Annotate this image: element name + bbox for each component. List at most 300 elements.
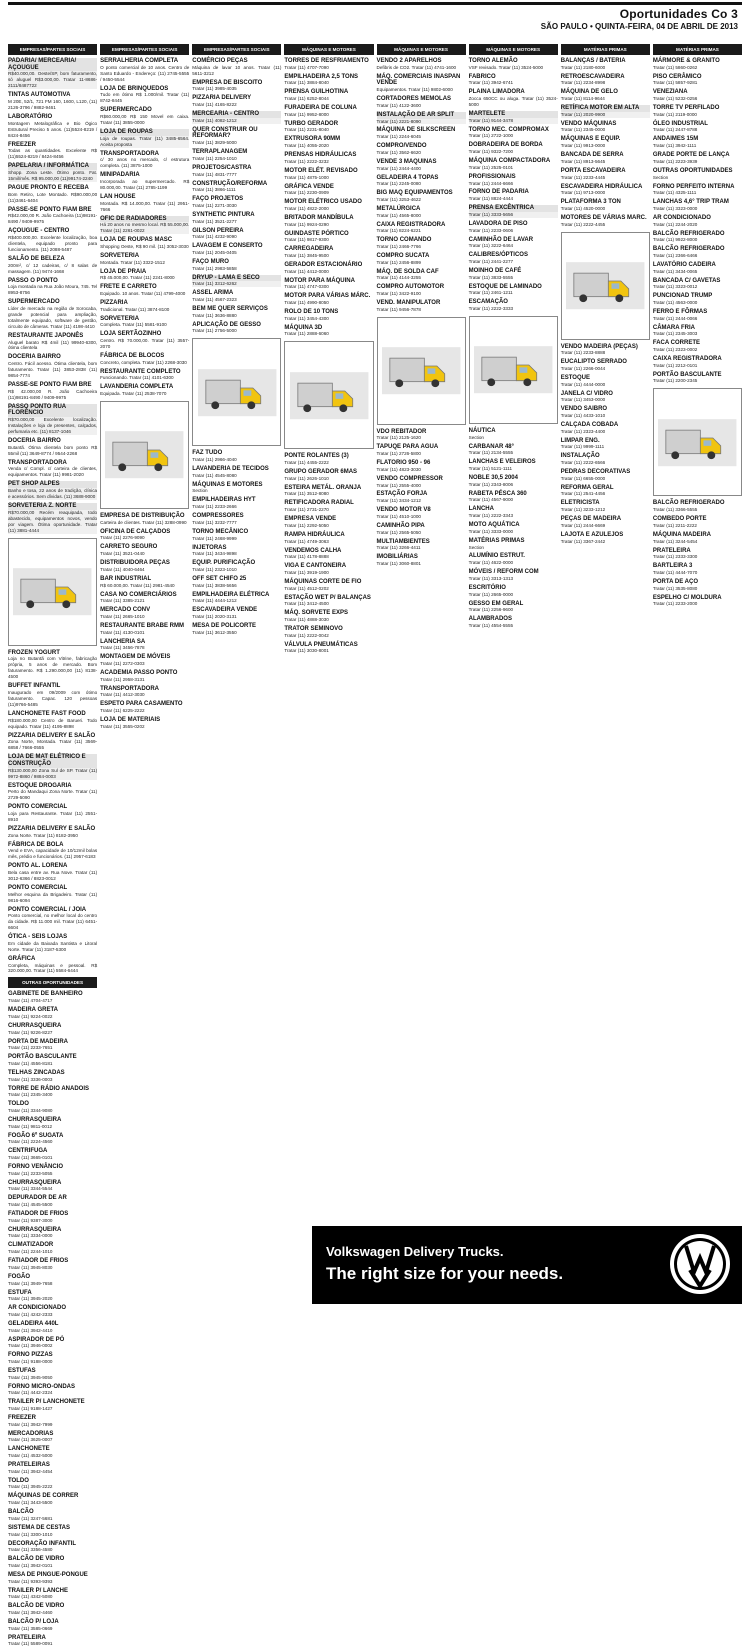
classified-ad[interactable] [561,485,650,498]
classified-ad[interactable] [192,306,281,319]
classified-ad[interactable] [8,460,97,479]
classified-ad[interactable] [8,1242,97,1255]
classified-ad[interactable] [8,58,97,89]
classified-ad[interactable] [284,325,373,338]
classified-ad[interactable] [8,1462,97,1475]
classified-ad[interactable] [100,353,189,366]
ad-body: Tratar (11) 3942-4460 [8,1609,53,1615]
classified-ad[interactable] [100,369,189,382]
classified-ad[interactable] [469,205,558,218]
classified-ad[interactable] [284,532,373,545]
ad-body: Tratar (11) 2343-8006 [468,481,514,487]
classified-ad[interactable] [561,438,650,451]
classified-ad[interactable] [377,491,466,504]
classified-ad[interactable] [561,344,650,357]
classified-ad[interactable] [561,469,650,482]
classified-ad[interactable] [192,513,281,526]
ad-title: CALÇADA COBADA [560,422,619,428]
classified-ad[interactable] [561,152,650,165]
classified-ad[interactable] [561,391,650,404]
classified-ad[interactable] [192,259,281,272]
classified-ad[interactable] [561,199,650,212]
ad-title: DEPURADOR DE AR [8,1195,67,1202]
classified-ad[interactable] [561,136,650,149]
classified-ad[interactable] [653,278,742,291]
classified-ad[interactable] [100,107,189,126]
classified-ad[interactable] [8,1195,97,1208]
classified-ad[interactable] [8,733,97,752]
classified-ad[interactable] [8,1337,97,1350]
classified-ad[interactable] [8,1525,97,1538]
classified-ad[interactable] [8,228,97,253]
classified-ad[interactable] [469,553,558,566]
classified-ad[interactable] [8,1556,97,1569]
classified-ad[interactable] [8,842,97,861]
classified-ad[interactable] [8,438,97,457]
classified-ad[interactable] [8,1509,97,1522]
classified-ad[interactable] [284,579,373,592]
classified-ad[interactable] [8,885,97,904]
classified-ad[interactable] [469,189,558,202]
classified-ad[interactable] [284,262,373,275]
classified-ad[interactable] [653,563,742,576]
classified-ad[interactable] [284,516,373,529]
classified-ad[interactable] [100,216,189,235]
classified-ad[interactable] [469,475,558,488]
classified-ad[interactable] [284,121,373,134]
classified-ad[interactable] [469,284,558,297]
classified-ad[interactable] [8,907,97,932]
ad-title: TRAILER P/ LANCHE [8,1587,68,1594]
classified-ad[interactable] [561,532,650,545]
classified-ad[interactable] [377,222,466,235]
classified-ad[interactable] [8,1493,97,1506]
classified-ad[interactable] [8,299,97,330]
classified-ad[interactable] [284,548,373,561]
classified-ad[interactable] [284,278,373,291]
classified-ad[interactable] [8,1258,97,1271]
ad-title: TORNO MEC. COMPROMAX [468,126,549,133]
ad-title: EXTRUSORA 90MM [284,136,341,143]
classified-ad[interactable] [8,256,97,275]
classified-ad[interactable] [100,129,189,148]
classified-ad[interactable] [100,654,189,667]
classified-ad[interactable] [653,199,742,212]
classified-ad[interactable] [653,356,742,369]
classified-ad[interactable] [284,642,373,655]
classified-ad[interactable] [653,516,742,529]
classified-ad[interactable] [192,560,281,573]
classified-ad[interactable] [284,500,373,513]
classified-ad[interactable] [8,1415,97,1428]
classified-ad[interactable] [653,105,742,118]
classified-ad[interactable] [100,384,189,397]
ad-body: Tratar (11) 3521-0440 [100,551,145,557]
classified-ad[interactable] [469,74,558,87]
classified-ad[interactable] [284,152,373,165]
classified-ad[interactable] [377,190,466,203]
classified-ad[interactable] [8,1603,97,1616]
ad-body: Há 20 anos no mesmo local. R$ 55.000,00. Tratar (11) 2261-0022 [100,222,190,234]
classified-ad[interactable] [100,58,189,83]
classified-ad[interactable] [100,237,189,250]
classified-ad[interactable] [100,194,189,213]
classified-ad[interactable] [561,89,650,102]
classified-ad[interactable] [192,228,281,241]
classified-ad[interactable] [377,284,466,297]
classified-ad[interactable] [100,269,189,282]
classified-ad[interactable] [469,111,558,124]
classified-ad[interactable] [561,74,650,87]
classified-ad[interactable] [377,554,466,567]
classified-ad[interactable] [284,293,373,306]
classified-ad[interactable] [469,89,558,108]
classified-ad[interactable] [8,1572,97,1585]
classified-ad[interactable] [561,375,650,388]
classified-ad[interactable] [284,595,373,608]
classified-ad[interactable] [8,1007,97,1020]
classified-ad[interactable] [561,105,650,118]
classified-ad[interactable] [469,221,558,234]
classified-ad[interactable] [100,686,189,699]
classified-ad[interactable] [192,322,281,335]
classified-ad[interactable] [8,1384,97,1397]
classified-ad[interactable] [653,293,742,306]
classified-ad[interactable] [8,1054,97,1067]
classified-ad[interactable] [8,481,97,500]
classified-ad[interactable] [377,74,466,93]
classified-ad[interactable] [192,127,281,146]
classified-ad[interactable] [100,300,189,313]
classified-ad[interactable] [8,1164,97,1177]
classified-ad[interactable] [8,1588,97,1601]
classified-ad[interactable] [8,1133,97,1146]
classified-ad[interactable] [192,58,281,77]
classified-ad[interactable] [8,1211,97,1224]
classified-ad[interactable] [561,453,650,466]
classified-ad[interactable] [8,1070,97,1083]
classified-ad[interactable] [653,184,742,197]
classified-ad[interactable] [284,626,373,639]
classified-ad[interactable] [377,175,466,188]
classified-ad[interactable] [8,354,97,379]
classified-ad[interactable] [8,783,97,802]
classified-ad[interactable] [469,252,558,265]
ad-title: PORTA DE MADEIRA [8,1038,68,1045]
ad-title: PRATELEIRA [8,1634,46,1641]
classified-ad[interactable] [100,529,189,542]
classified-ad[interactable] [653,89,742,102]
classified-ad[interactable] [561,500,650,513]
classified-ad[interactable] [653,152,742,165]
classified-ad[interactable] [192,592,281,605]
ad-title: CHURRASQUEIRA [8,1022,62,1029]
classified-ad[interactable] [8,142,97,161]
classified-ad[interactable] [284,58,373,71]
classified-ad[interactable] [8,1368,97,1381]
classified-ad[interactable] [8,1431,97,1444]
classified-ad[interactable] [100,513,189,526]
classified-ad[interactable] [8,1101,97,1114]
classified-ad[interactable] [192,212,281,225]
classified-ad[interactable] [284,563,373,576]
classified-ad[interactable] [100,717,189,730]
classified-ad[interactable] [192,482,281,495]
classified-ad[interactable] [469,299,558,312]
classified-ad[interactable] [100,316,189,329]
classified-ad[interactable] [8,404,97,435]
classified-ad[interactable] [377,507,466,520]
classified-ad[interactable] [8,1180,97,1193]
classified-ad[interactable] [653,548,742,561]
classified-ad[interactable] [284,105,373,118]
classified-ad[interactable] [8,934,97,953]
classified-ad[interactable] [8,382,97,401]
classified-ad[interactable] [561,168,650,181]
ad-title: MÁQUINA DE SILKSCREEN [376,127,456,134]
classified-ad[interactable] [192,95,281,108]
classified-ad[interactable] [561,215,650,228]
classified-ad[interactable] [8,1086,97,1099]
classified-ad[interactable] [469,459,558,472]
ad-body: Tratar (11) 2565-5050 [376,529,421,535]
classified-ad[interactable] [377,253,466,266]
classified-ad[interactable] [8,1619,97,1632]
classified-ad[interactable] [192,576,281,589]
classified-ad[interactable] [377,523,466,536]
classified-ad[interactable] [284,246,373,259]
classified-ad[interactable] [8,863,97,882]
classified-ad[interactable] [8,826,97,839]
classified-ad[interactable] [284,74,373,87]
classified-ad[interactable] [469,428,558,441]
classified-ad[interactable] [653,532,742,545]
classified-ad[interactable] [8,1117,97,1130]
classified-ad[interactable] [8,1274,97,1287]
classified-ad[interactable] [377,476,466,489]
classified-ad[interactable] [8,333,97,352]
ad-title: VENEZIANA [652,89,688,96]
classified-ad[interactable] [8,1352,97,1365]
classified-ad[interactable] [653,579,742,592]
classified-ad[interactable] [561,184,650,197]
classified-ad[interactable] [377,300,466,313]
classified-ad[interactable] [8,1039,97,1052]
classified-ad[interactable] [100,253,189,266]
classified-ad[interactable] [653,121,742,134]
classified-ad[interactable] [100,607,189,620]
classified-ad[interactable] [653,136,742,149]
ad-body: Tratar (11) 2626-1010 [284,475,329,481]
classified-ad[interactable] [8,92,97,111]
classified-ad[interactable] [377,206,466,219]
classified-ad[interactable] [192,181,281,194]
classified-ad[interactable] [284,485,373,498]
classified-ad[interactable] [100,560,189,573]
ad-body: Tratar (11) 4165-8222 [192,102,237,108]
classified-ad[interactable] [8,754,97,779]
classified-ad[interactable] [469,237,558,250]
classified-ad[interactable] [192,466,281,479]
classified-ad[interactable] [100,284,189,297]
classified-ad[interactable] [653,595,742,608]
classified-ad[interactable] [377,429,466,442]
classified-ad[interactable] [192,80,281,93]
classified-ad[interactable] [284,199,373,212]
classified-ad[interactable] [653,168,742,181]
classified-ad[interactable] [8,1399,97,1412]
classified-ad[interactable] [377,539,466,552]
classified-ad[interactable] [653,215,742,228]
classified-ad[interactable] [100,592,189,605]
classified-ad[interactable] [469,268,558,281]
classified-ad[interactable] [192,275,281,288]
classified-ad[interactable] [8,1478,97,1491]
classified-ad[interactable] [469,506,558,519]
classified-ad[interactable] [8,1290,97,1303]
classified-ad[interactable] [469,538,558,551]
classified-ad[interactable] [284,168,373,181]
classified-ad[interactable] [284,231,373,244]
classified-ad[interactable] [8,185,97,204]
classified-ad[interactable] [653,325,742,338]
classified-ad[interactable] [8,114,97,139]
classified-ad[interactable] [377,127,466,140]
classified-ad[interactable] [8,956,97,975]
classified-ad[interactable] [653,372,742,385]
classified-ad[interactable] [653,309,742,322]
classified-ad[interactable] [192,165,281,178]
classified-ad[interactable] [8,1023,97,1036]
classified-ad[interactable] [100,331,189,350]
classified-ad[interactable] [100,639,189,652]
classified-ad[interactable] [469,142,558,155]
classified-ad[interactable] [561,121,650,134]
classified-ad[interactable] [100,576,189,589]
classified-ad[interactable] [653,58,742,71]
classified-ad[interactable] [8,207,97,226]
classified-ad[interactable] [192,545,281,558]
classified-ad[interactable] [192,111,281,124]
classified-ad[interactable] [284,89,373,102]
classified-ad[interactable] [561,406,650,419]
classified-ad[interactable] [561,58,650,71]
classified-ad[interactable] [192,529,281,542]
classified-ad[interactable] [192,450,281,463]
vw-ad-banner[interactable] [312,1226,742,1304]
classified-ad[interactable] [284,184,373,197]
ad-body: Tratar (11) 2233-2000 [652,601,698,607]
classified-ad[interactable] [192,607,281,620]
classified-ad[interactable] [469,491,558,504]
classified-ad[interactable] [8,683,97,708]
classified-ad[interactable] [377,112,466,125]
classified-ad[interactable] [377,96,466,109]
classified-ad[interactable] [653,74,742,87]
classified-ad[interactable] [100,172,189,191]
classified-ad[interactable] [469,58,558,71]
classified-ad[interactable] [8,804,97,823]
classified-ad[interactable] [561,516,650,529]
ad-title: LAJOTA E AZULEJOS [560,531,624,538]
classified-ad[interactable] [653,340,742,353]
classified-ad[interactable] [8,1541,97,1554]
ad-body: Tratar (11) 3942-4410 [8,1327,53,1333]
classified-ad[interactable] [100,544,189,557]
classified-ad[interactable] [284,469,373,482]
classified-ad[interactable] [469,444,558,457]
classified-ad[interactable] [561,359,650,372]
classified-ad[interactable] [8,1635,97,1648]
classified-ad[interactable] [284,136,373,149]
classified-ad[interactable] [653,262,742,275]
classified-ad[interactable] [192,196,281,209]
classified-ad[interactable] [653,246,742,259]
classified-ad[interactable] [284,215,373,228]
classified-ad[interactable] [8,650,97,681]
classified-ad[interactable] [8,278,97,297]
classified-ad[interactable] [561,422,650,435]
classified-ad[interactable] [8,991,97,1004]
ad-body: Tratar (11) 4622-0000 [468,560,514,566]
classified-ad[interactable] [100,670,189,683]
classified-ad[interactable] [653,500,742,513]
classified-ad[interactable] [469,569,558,582]
classified-ad[interactable] [100,701,189,714]
classified-ad[interactable] [377,269,466,282]
classified-ad[interactable] [192,623,281,636]
classified-ad[interactable] [8,503,97,534]
classified-ad[interactable] [377,159,466,172]
classified-ad[interactable] [8,163,97,182]
classified-ad[interactable] [284,610,373,623]
classified-ad[interactable] [8,1446,97,1459]
classified-ad[interactable] [377,58,466,71]
classified-ad[interactable] [8,1227,97,1240]
classified-ad[interactable] [469,127,558,140]
classified-ad[interactable] [192,497,281,510]
classified-ad[interactable] [377,444,466,457]
ad-title: PUNCIONAD TRUMP [652,293,713,300]
ad-title: TRANSPORTADORA [100,685,160,692]
ad-body: Tratar (11) 2020-9900 [561,112,650,118]
truck-photo [653,388,742,496]
classified-ad[interactable] [653,231,742,244]
classified-ad[interactable] [8,711,97,730]
classified-ad[interactable] [8,1148,97,1161]
classified-ad[interactable] [377,143,466,156]
ad-body: Tratar (11) 4232-9090 [192,234,237,240]
classified-ad[interactable] [469,522,558,535]
classified-ad[interactable] [8,1321,97,1334]
classified-ad[interactable] [192,243,281,256]
classified-ad[interactable] [469,601,558,614]
classified-ad[interactable] [284,309,373,322]
classified-ad[interactable] [100,623,189,636]
classified-ad[interactable] [100,86,189,105]
classified-ad[interactable] [377,237,466,250]
classified-ad[interactable] [469,616,558,629]
classified-ad[interactable] [469,158,558,171]
classified-ad[interactable] [100,151,189,170]
classified-ad[interactable] [469,585,558,598]
classified-ad[interactable] [377,460,466,473]
classified-ad[interactable] [192,290,281,303]
classified-ad[interactable] [8,1305,97,1318]
classified-ad[interactable] [284,453,373,466]
classified-ad[interactable] [469,174,558,187]
classified-ad[interactable] [192,149,281,162]
